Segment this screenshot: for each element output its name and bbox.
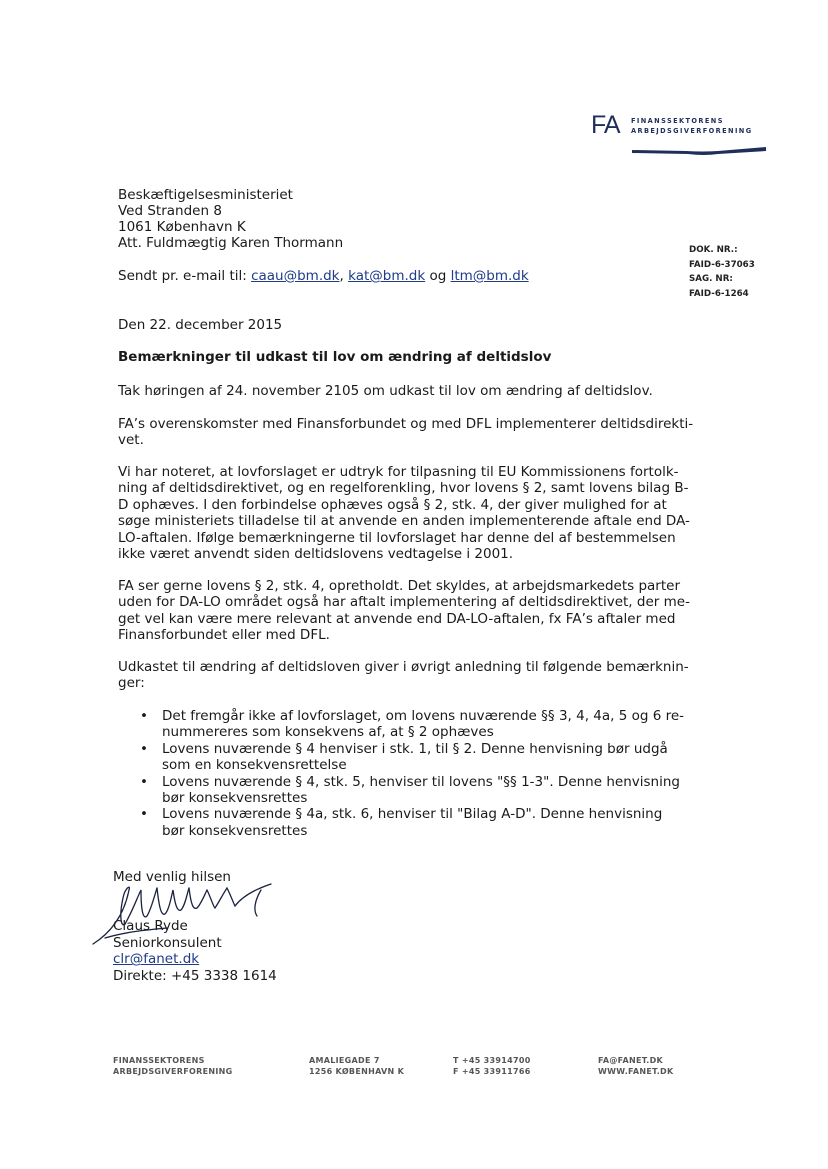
email-separator: , [339,268,349,284]
list-item [140,708,684,741]
recipient-line: Ved Stranden 8 [118,203,222,219]
paragraph-3 [118,464,690,563]
paragraph-2 [118,416,694,449]
logo-line-1: FINANSSEKTORENS [631,117,724,125]
dok-label: DOK. NR.: [689,245,738,255]
text-line: søge ministeriets tilladelse til at anvende en anden implementerende aftale end DA- [118,513,690,530]
text-line: ikke været anvendt siden deltidslovens vedtagelse i 2001. [118,546,514,563]
recipient-line: 1061 København K [118,219,246,235]
dok-value: FAID-6-37063 [689,259,755,270]
logo-swoosh-icon [630,142,770,158]
sag-label: SAG. NR: [689,274,733,284]
bullet-list [140,708,684,839]
text-line: Vi har noteret, at lovforslaget er udtryk for tilpasning til EU Kommissionens fortolk- [118,464,679,480]
text-line: Lovens nuværende § 4a, stk. 6, henviser til "Bilag A-D". Denne henvisning [162,806,663,823]
email-link-2[interactable]: kat@bm.dk [348,268,426,284]
footer-org-line: ARBEJDSGIVERFORENING [113,1067,233,1076]
footer-web-line: WWW.FANET.DK [598,1067,674,1076]
recipient-line: Att. Fuldmægtig Karen Thormann [118,235,344,251]
text-line: FA’s overenskomster med Finansforbundet og med DFL implementerer deltidsdirekti- [118,416,694,432]
logo-mark: FA [591,111,620,139]
email-separator: og [425,268,451,284]
signer-title: Seniorkonsulent [113,934,222,951]
signer-direct-phone: Direkte: +45 3338 1614 [113,967,277,984]
bullet-icon: • [140,740,148,757]
footer-address-line: 1256 KØBENHAVN K [309,1067,405,1076]
recipient-line: Beskæftigelsesministeriet [118,187,293,203]
text-line: vet. [118,432,144,449]
text-line: nummereres som konsekvens af, at § 2 ophæves [162,724,494,741]
bullet-icon: • [140,773,148,790]
footer-web [598,1055,673,1077]
email-prefix: Sendt pr. e-mail til: [118,268,252,284]
bullet-icon: • [140,806,148,823]
text-line: LO-aftalen. Ifølge bemærkningerne til lovforslaget har denne del af bestemmelsen [118,529,676,546]
bullet-icon: • [140,708,148,724]
logo-line-2: ARBEJDSGIVERFORENING [631,127,753,135]
text-line: Det fremgår ikke af lovforslaget, om lovens nuværende §§ 3, 4, 4a, 5 og 6 re- [162,708,685,724]
list-item [140,806,684,839]
email-link-1[interactable]: caau@bm.dk [251,268,340,284]
footer-email-line: FA@FANET.DK [598,1056,664,1065]
footer-phone [453,1055,531,1077]
email-line [118,268,529,284]
email-link-3[interactable]: ltm@bm.dk [450,268,529,284]
text-line: ger: [118,675,145,692]
footer-fax-line: F +45 33911766 [453,1067,531,1076]
text-line: Tak høringen af 24. november 2105 om udkast til lov om ændring af deltidslov. [118,383,653,399]
text-line: bør konsekvensrettes [162,790,308,807]
letter-subject: Bemærkninger til udkast til lov om ændring af deltidslov [118,349,552,365]
text-line: bør konsekvensrettes [162,822,308,839]
paragraph-4 [118,578,690,644]
signer-name: Claus Ryde [113,918,188,935]
sag-value: FAID-6-1264 [689,288,749,299]
document-meta [689,243,755,301]
text-line: D ophæves. I den forbindelse ophæves også § 2, stk. 4, der giver mulighed for at [118,496,667,513]
footer-address [309,1055,404,1077]
text-line: som en konsekvensrettelse [162,757,347,774]
text-line: Finansforbundet eller med DFL. [118,627,330,644]
letter-date: Den 22. december 2015 [118,317,283,333]
greeting: Med venlig hilsen [113,869,231,885]
footer-phone-line: T +45 33914700 [453,1056,531,1065]
signer-email-link[interactable]: clr@fanet.dk [113,951,200,968]
text-line: Lovens nuværende § 4, stk. 5, henviser til lovens "§§ 1-3". Denne henvisning [162,773,680,790]
text-line: ning af deltidsdirektivet, og en regelforenkling, hvor lovens § 2, samt lovens bilag B- [118,480,689,497]
handwritten-signature-icon [85,880,285,950]
recipient-address [118,187,343,251]
list-item [140,774,684,807]
footer-organization [113,1055,232,1077]
text-line: uden for DA-LO området også har aftalt implementering af deltidsdirektivet, der me- [118,594,690,611]
text-line: get vel kan være mere relevant at anvende end DA-LO-aftalen, fx FA’s aftaler med [118,610,676,627]
paragraph-1 [118,383,678,399]
paragraph-5 [118,659,689,692]
footer-address-line: AMALIEGADE 7 [309,1056,380,1065]
text-line: FA ser gerne lovens § 2, stk. 4, opretholdt. Det skyldes, at arbejdsmarkedets parter [118,578,681,594]
list-item [140,741,684,774]
footer-org-line: FINANSSEKTORENS [113,1056,205,1065]
text-line: Udkastet til ændring af deltidsloven giver i øvrigt anledning til følgende bemærknin- [118,659,689,675]
text-line: Lovens nuværende § 4 henviser i stk. 1, til § 2. Denne henvisning bør udgå [162,740,668,757]
